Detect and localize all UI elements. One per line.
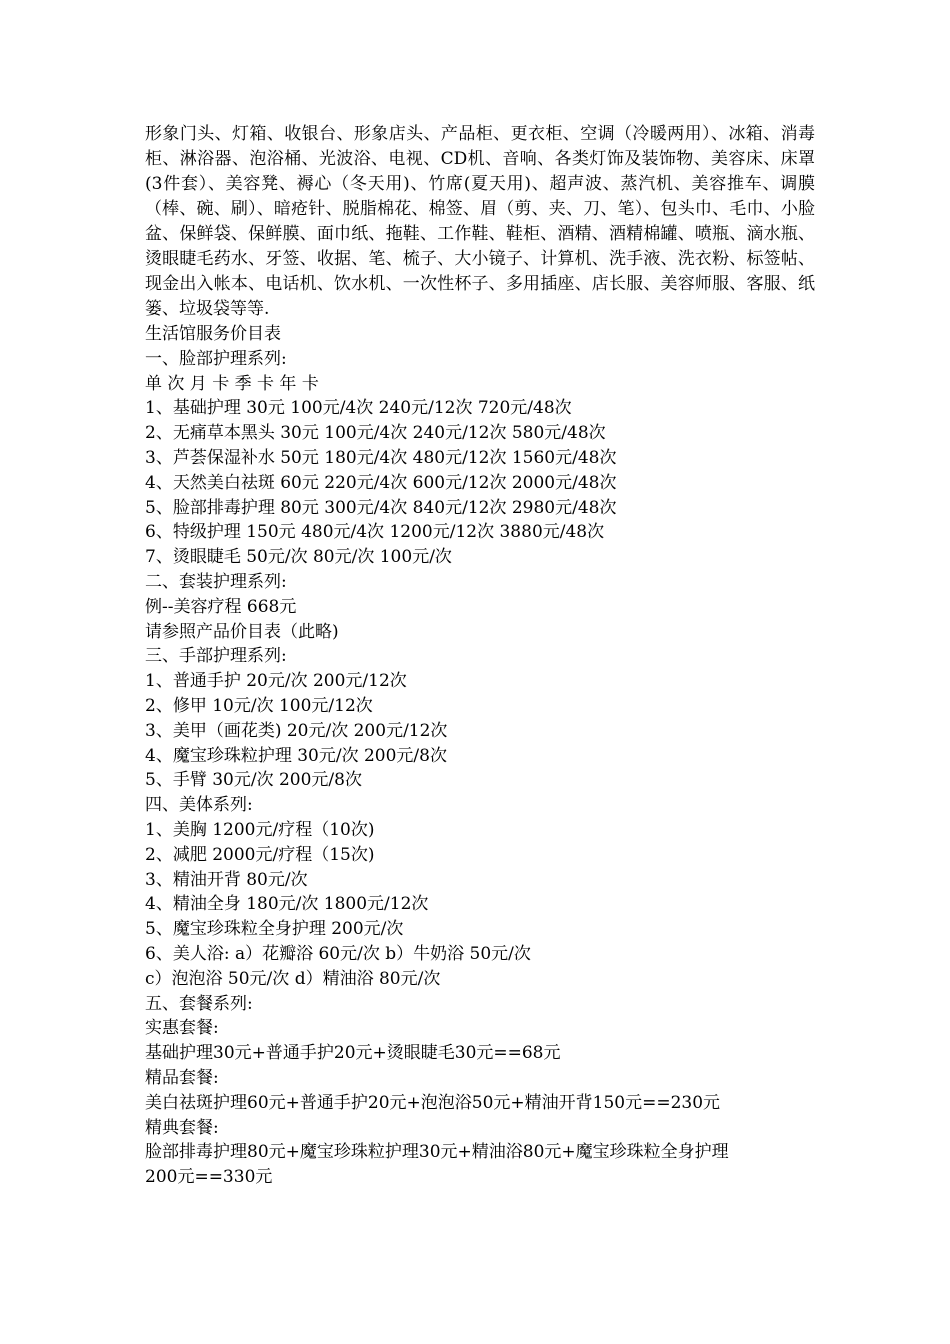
column-header-row: 单 次 月 卡 季 卡 年 卡 bbox=[145, 373, 319, 394]
combo-title: 实惠套餐: bbox=[145, 1018, 219, 1039]
list-item: 2、无痛草本黑头 30元 100元/4次 240元/12次 580元/48次 bbox=[145, 423, 606, 444]
list-item: 7、烫眼睫毛 50元/次 80元/次 100元/次 bbox=[145, 547, 452, 568]
list-item: c）泡泡浴 50元/次 d）精油浴 80元/次 bbox=[145, 968, 441, 989]
combo-title: 精品套餐: bbox=[145, 1067, 219, 1088]
list-item: 4、精油全身 180元/次 1800元/12次 bbox=[145, 894, 429, 915]
list-item: 3、美甲（画花类) 20元/次 200元/12次 bbox=[145, 720, 448, 741]
document-page bbox=[145, 122, 815, 1190]
list-item: 1、基础护理 30元 100元/4次 240元/12次 720元/48次 bbox=[145, 398, 572, 419]
section-heading-body: 四、美体系列: bbox=[145, 795, 253, 816]
list-item: 1、美胸 1200元/疗程（10次) bbox=[145, 819, 375, 840]
list-item: 4、魔宝珍珠粒护理 30元/次 200元/8次 bbox=[145, 745, 447, 766]
section-heading-hand: 三、手部护理系列: bbox=[145, 646, 287, 667]
combo-title: 精典套餐: bbox=[145, 1117, 219, 1138]
list-item: 3、精油开背 80元/次 bbox=[145, 869, 308, 890]
list-item: 6、特级护理 150元 480元/4次 1200元/12次 3880元/48次 bbox=[145, 522, 605, 543]
list-item: 1、普通手护 20元/次 200元/12次 bbox=[145, 671, 407, 692]
price-list-title: 生活馆服务价目表 bbox=[145, 324, 281, 344]
combo-detail: 200元==330元 bbox=[145, 1167, 273, 1188]
combo-detail: 脸部排毒护理80元+魔宝珍珠粒护理30元+精油浴80元+魔宝珍珠粒全身护理 bbox=[145, 1142, 729, 1163]
list-item: 4、天然美白祛斑 60元 220元/4次 600元/12次 2000元/48次 bbox=[145, 472, 617, 493]
combo-detail: 基础护理30元+普通手护20元+烫眼睫毛30元==68元 bbox=[145, 1043, 561, 1064]
list-item: 例--美容疗程 668元 bbox=[145, 596, 297, 617]
section-heading-package: 二、套装护理系列: bbox=[145, 571, 287, 592]
list-item: 5、脸部排毒护理 80元 300元/4次 840元/12次 2980元/48次 bbox=[145, 497, 617, 518]
combo-detail: 美白祛斑护理60元+普通手护20元+泡泡浴50元+精油开背150元==230元 bbox=[145, 1092, 721, 1113]
list-item: 6、美人浴: a）花瓣浴 60元/次 b）牛奶浴 50元/次 bbox=[145, 943, 531, 964]
list-item: 2、修甲 10元/次 100元/12次 bbox=[145, 695, 373, 716]
list-item: 5、魔宝珍珠粒全身护理 200元/次 bbox=[145, 919, 404, 940]
list-item: 2、减肥 2000元/疗程（15次) bbox=[145, 844, 375, 865]
section-heading-facial: 一、脸部护理系列: bbox=[145, 348, 287, 369]
intro-paragraph: 形象门头、灯箱、收银台、形象店头、产品柜、更衣柜、空调（冷暖两用）、冰箱、消毒柜、淋浴器、泡浴桶、光波浴、电视、CD机、音响、各类灯饰及装饰物、美容床、床罩(3件套）、美容凳、褥心（冬天用)、竹席(夏天用)、超声波、蒸汽机、美容推车、调膜（棒、碗、刷）、暗疮针、脱脂棉花、棉签、眉（剪、夹、刀、笔）、包头巾、毛巾、小脸盆、保鲜袋、保鲜膜、面巾纸、拖鞋、工作鞋、鞋柜、酒精、酒精棉罐、喷瓶、滴水瓶、烫眼睫毛药水、牙签、收据、笔、梳子、大小镜子、计算机、洗手液、洗衣粉、标签帖、现金出入帐本、电话机、饮水机、一次性杯子、多用插座、店长服、美容师服、客服、纸篓、垃圾袋等等. bbox=[145, 124, 815, 319]
list-item: 3、芦荟保湿补水 50元 180元/4次 480元/12次 1560元/48次 bbox=[145, 447, 617, 468]
price-list bbox=[145, 322, 815, 1190]
section-heading-combo: 五、套餐系列: bbox=[145, 993, 253, 1014]
list-item: 请参照产品价目表（此略) bbox=[145, 621, 339, 642]
list-item: 5、手臂 30元/次 200元/8次 bbox=[145, 770, 362, 791]
